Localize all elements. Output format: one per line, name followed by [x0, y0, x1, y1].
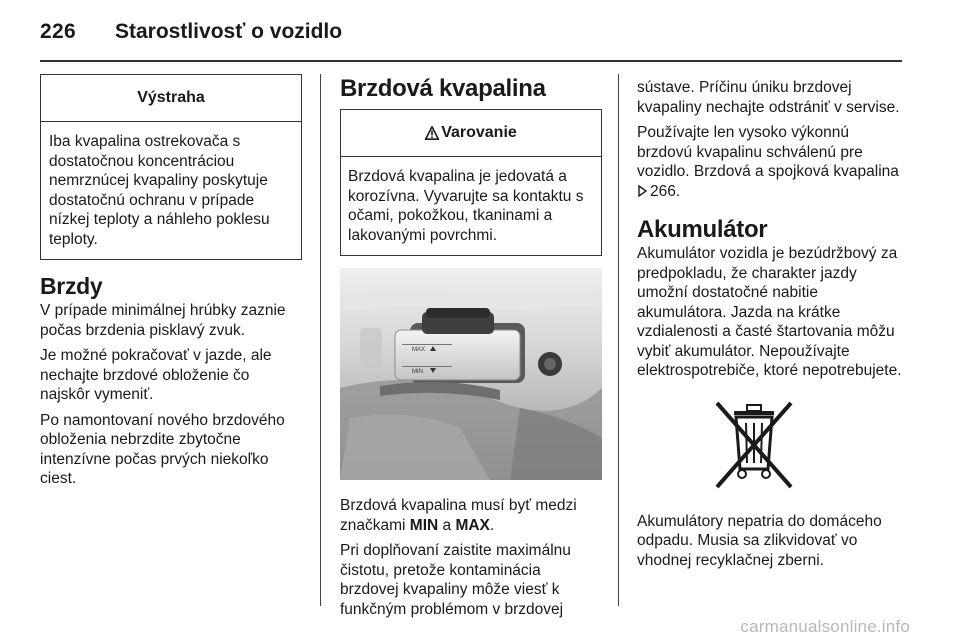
warning-box-body: Iba kvapalina ostrekovača s dostatočnou koncentráciou nemrznúcej kvapaliny poskytuje dostatočnú ochranu v prípade nízkej teploty a náhleho poklesu teploty.: [49, 133, 270, 248]
watermark: carmanualsonline.info: [740, 617, 910, 636]
min-mark-label: MIN: [412, 369, 423, 375]
warning-box-title: Výstraha: [41, 75, 301, 122]
battery-paragraph-2: Akumulátory nepatria do domáceho odpadu. Musia sa zlikvidovať vo vhodnej recyklačnej zberni.: [637, 512, 882, 569]
min-mark-term: MIN: [409, 516, 439, 534]
brakes-heading: Brzdy: [40, 273, 103, 299]
column-divider-2: [618, 74, 619, 606]
brakes-paragraph-3: Po namontovaní nového brzdového obloženia nebrzdite zbytočne intenzívne počas prvých niekoľko ciest.: [40, 411, 285, 487]
brake-fluid-reservoir-photo: [340, 268, 602, 480]
column-divider-1: [320, 74, 321, 606]
header-rule: [40, 60, 902, 62]
column-3: [637, 74, 905, 570]
caution-box-title: Varovanie: [441, 124, 517, 141]
caution-box-body: Brzdová kvapalina je jedovatá a korozívna. Vyvarujte sa kontaktu s očami, pokožkou, tkaninami a lakovanými povrchmi.: [348, 168, 584, 244]
page-reference-link[interactable]: 266.: [650, 182, 681, 200]
caution-box-header: [341, 110, 601, 157]
brake-fluid-level-paragraph: Brzdová kvapalina musí byť medzi značkami MIN a MAX.: [340, 497, 577, 534]
chapter-title: Starostlivosť o vozidlo: [115, 20, 343, 43]
battery-paragraph-1: Akumulátor vozidla je bezúdržbový za predpokladu, že charakter jazdy umožní dostatočné nabitie akumulátora. Jazda na krátke vzdialenosti a časté štartovania môžu vybiť akumulátor. Nepoužívajte elektrospotrebiče, ktoré nepotrebujete.: [637, 245, 902, 379]
page-number: 226: [40, 20, 76, 43]
max-mark-term: MAX: [455, 516, 490, 534]
brake-fluid-cleanliness-paragraph: Pri doplňovaní zaistite maximálnu čistotu, pretože kontaminácia brzdovej kvapaliny môže viesť k funkčným problémom v brzdovej: [340, 542, 571, 618]
battery-heading: Akumulátor: [637, 216, 768, 243]
reservoir-illustration: [340, 268, 602, 480]
brakes-paragraph-2: Je možné pokračovať v jazde, ale nechajte brzdové obloženie čo najskôr vymeniť.: [40, 347, 272, 403]
warning-triangle-icon: [425, 126, 439, 140]
warning-box: [40, 74, 302, 260]
brake-fluid-approved-paragraph: Používajte len vysoko výkonnú brzdovú kvapalinu schválenú pre vozidlo. Brzdová a spojková kvapalina 266.: [637, 124, 899, 200]
max-mark-label: MAX: [412, 347, 426, 353]
brakes-paragraph-1: V prípade minimálnej hrúbky zaznie počas brzdenia pisklavý zvuk.: [40, 302, 286, 339]
column-1: [40, 74, 302, 489]
brake-fluid-heading: Brzdová kvapalina: [340, 75, 546, 102]
page-reference-icon[interactable]: [637, 185, 647, 197]
column-2: [340, 74, 602, 619]
crossed-out-bin-icon: [709, 395, 799, 495]
caution-box: [340, 109, 602, 256]
brake-fluid-continued-paragraph: sústave. Príčinu úniku brzdovej kvapaliny nechajte odstrániť v servise.: [637, 79, 900, 116]
